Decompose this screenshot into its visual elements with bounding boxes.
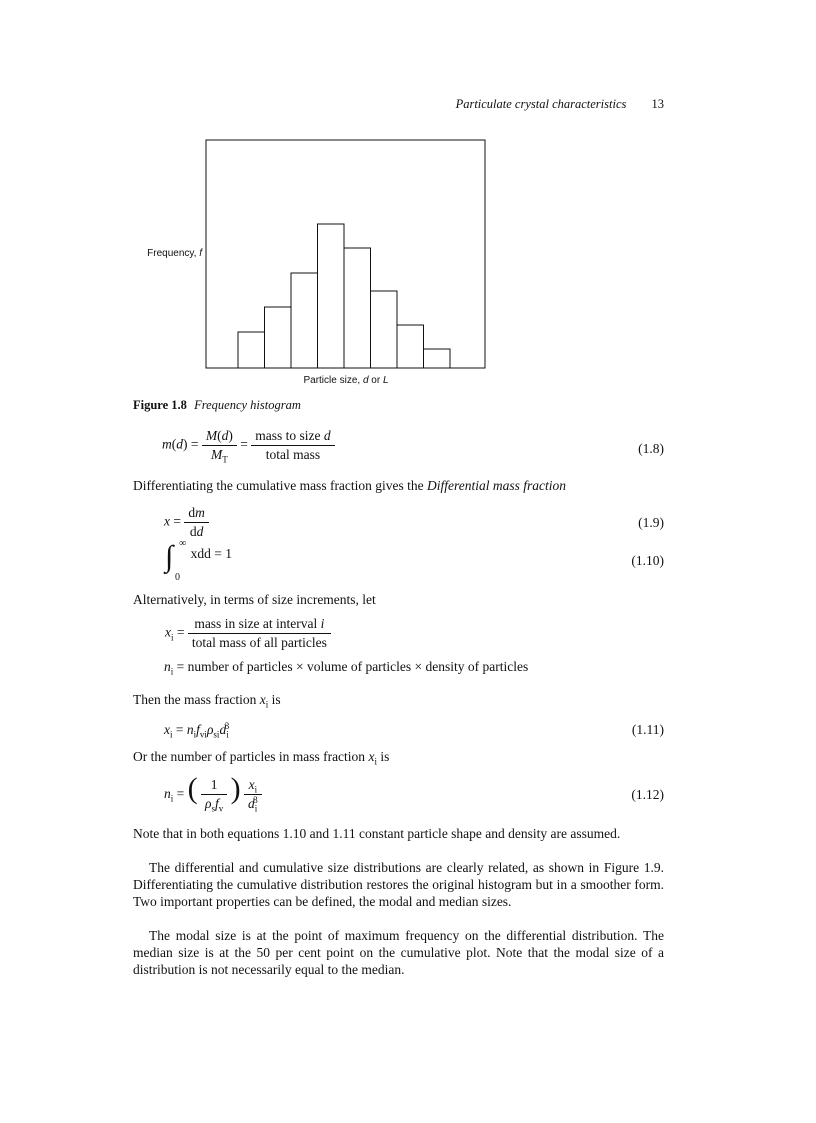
figure-caption-text: Frequency histogram [194,398,301,412]
histogram-bar-7 [397,325,424,368]
ni-definition: $n_i$ = number of particles × volume of particles × density of particles [164,659,529,677]
integral-lower: 0 [175,572,180,583]
equation-1-12: $n_i$ = ( $\frac{1}{\rho_sf_v}$ ) $\frac{x_i}{d_i^3}$ [164,774,262,812]
p3-end: is [271,692,281,707]
eq-1-8-frac-1: $\frac{M(d)}{M_T}$ [202,428,237,463]
ni-definition-text: = number of particles × volume of particles × density of particles [176,659,529,674]
xi-definition: $x_i$ = $\frac{\text{mass in size at interval i}}{\text{total mass of all particles}}$ [165,616,331,651]
paragraph-differentiating [133,477,664,494]
equation-1-8: m(d) = $\frac{M(d)}{M_T}$ = $\frac{\text{mass to size d}}{\text{total mass}}$ [162,428,335,463]
histogram-bar-5 [344,248,371,368]
p1-emphasis: Differential mass fraction [427,478,567,493]
y-axis-label: Frequency, f [147,248,202,259]
eq-number-1-10: (1.10) [631,553,664,568]
eq-number-1-9: (1.9) [638,515,664,530]
paragraph-differential-cumulative [133,859,664,910]
left-paren: ( [187,772,198,805]
integral-body: xdd = 1 [190,546,232,561]
running-head-title: Particulate crystal characteristics [455,97,627,111]
p1-text: Differentiating the cumulative mass fraction gives the [133,478,424,493]
histogram-bar-6 [371,291,398,368]
eq-1-9-frac: $\frac{dm}{dd}$ [184,505,209,540]
eq-1-12-frac-1: $\frac{1}{\rho_sf_v}$ [201,777,227,812]
page-number: 13 [651,97,664,111]
eq-1-8-lhs: m(d) = [162,436,199,452]
figure-caption [133,398,301,413]
equation-1-9: x = $\frac{dm}{dd}$ [164,505,209,540]
histogram-bar-3 [291,273,318,368]
paragraph-note: Note that in both equations 1.10 and 1.11 constant particle shape and density are assumed. [133,826,621,841]
x-axis-label: Particle size, d or L [303,375,389,386]
paragraph-modal-size [133,927,664,978]
eq-1-8-frac-2: $\frac{\text{mass to size d}}{\text{total mass}}$ [251,428,334,463]
histogram-bar-4 [318,224,345,368]
eq-number-1-12: (1.12) [631,787,664,802]
integral-sign: ∫ [165,540,174,573]
paragraph-or: Or the number of particles in mass fraction $x_i$ is [133,749,390,767]
histogram-bar-1 [238,332,265,368]
histogram-figure [110,135,510,390]
p7-text: The modal size is at the point of maximum frequency on the differential distribution. The median size is at the 50 per cent point on the cumulative plot. Note that the modal size of a distribution is not necessarily equal to the median. [133,928,664,977]
p6-text: The differential and cumulative size distributions are clearly related, as shown in Figure 1.9. Differentiating the cumulative distribution restores the original histogram but in a smoother form. Two important properties can be defined, the modal and median sizes. [133,860,664,909]
equation-1-10 [165,538,232,583]
figure-label: Figure 1.8 [133,398,187,412]
equation-1-11: $x_i = n_if_{vi}\rho_{si}d_i^3$ [164,720,230,740]
plot-frame [206,140,485,368]
p3-text: Then the mass fraction [133,692,257,707]
histogram-bar-2 [265,307,292,368]
p4-end: is [380,749,390,764]
histogram-chart [110,135,510,390]
eq-1-12-frac-2: $\frac{x_i}{d_i^3}$ [244,777,262,812]
eq-number-1-11: (1.11) [631,722,664,737]
p4-text: Or the number of particles in mass fraction [133,749,366,764]
histogram-bar-8 [424,349,451,368]
right-paren: ) [230,772,241,805]
eq-number-1-8: (1.8) [638,441,664,456]
integral-upper: ∞ [179,538,187,549]
running-head [0,97,664,112]
paragraph-alternatively: Alternatively, in terms of size increments, let [133,592,376,607]
paragraph-then: Then the mass fraction $x_i$ is [133,692,281,710]
xi-definition-frac: $\frac{\text{mass in size at interval i}}{\text{total mass of all particles}}$ [188,616,331,651]
